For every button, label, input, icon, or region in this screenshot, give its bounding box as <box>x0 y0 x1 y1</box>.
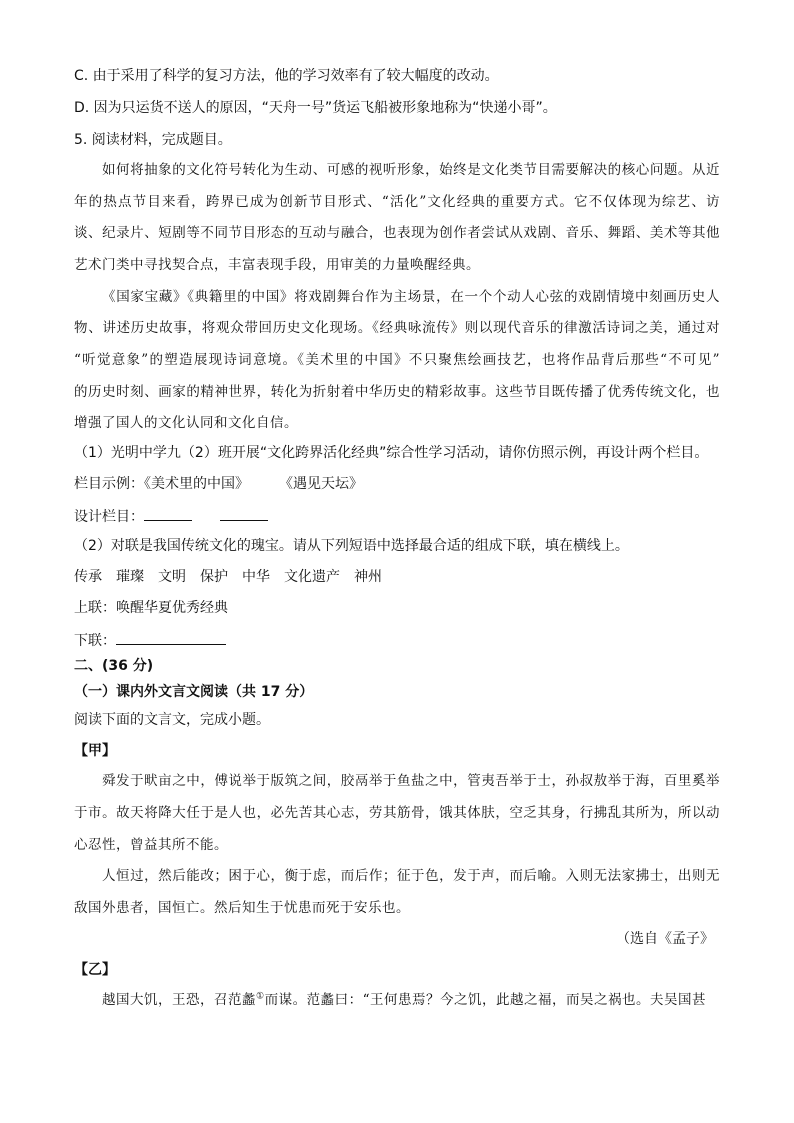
jia-text-line: 于市。故天将降大任于是人也，必先苦其心志，劳其筋骨，饿其体肤，空乏其身，行拂乱其所为，所以动 <box>74 805 720 821</box>
section-title: 二、(36 分) <box>74 658 154 674</box>
option-d: D. 因为只运货不送人的原因，“天舟一号”货运飞船被形象地称为“快递小哥”。 <box>74 100 557 116</box>
material-line: 年的热点节目来看，跨界已成为创新节目形式、“活化”文化经典的重要方式。它不仅体现为综艺、访 <box>74 194 720 210</box>
sub-section-title: （一）课内外文言文阅读（共 17 分） <box>74 684 314 700</box>
example-column-1: 《美术里的中国》 <box>144 476 249 492</box>
phrase: 文明 <box>158 569 186 585</box>
instruction: 阅读下面的文言文，完成小题。 <box>74 712 270 728</box>
yi-text-start: 越国大饥，王恐，召范蠡 <box>102 992 256 1008</box>
answer-blank-2[interactable] <box>220 506 268 521</box>
jia-source: （选自《孟子》 <box>616 931 714 947</box>
phrase: 中华 <box>242 569 270 585</box>
design-label: 设计栏目： <box>74 509 144 525</box>
phrase: 神州 <box>354 569 382 585</box>
phrase: 璀璨 <box>116 569 144 585</box>
lower-couplet <box>74 630 720 651</box>
phrase: 保护 <box>200 569 228 585</box>
upper-label: 上联： <box>74 600 116 616</box>
yi-label: 【乙】 <box>74 962 116 978</box>
example-row <box>74 474 720 494</box>
sub-question-1: （1）光明中学九（2）班开展“文化跨界活化经典”综合性学习活动，请你仿照示例，再设计两个栏目。 <box>74 445 709 461</box>
yi-text-rest: 而谋。范蠡曰：“王何患焉？今之饥，此越之福，而吴之祸也。夫吴国甚 <box>264 992 706 1008</box>
phrase: 传承 <box>74 569 102 585</box>
lower-answer-blank[interactable] <box>116 630 226 645</box>
phrase: 文化遗产 <box>284 569 340 585</box>
example-column-2: 《遇见天坛》 <box>279 476 363 492</box>
answer-blank-1[interactable] <box>144 506 192 521</box>
material-line: 《国家宝藏》《典籍里的中国》将戏剧舞台作为主场景，在一个个动人心弦的戏剧情境中刻画历史人 <box>102 289 720 305</box>
option-c: C. 由于采用了科学的复习方法，他的学习效率有了较大幅度的改动。 <box>74 68 499 84</box>
material-line: “听觉意象”的塑造展现诗词意境。《美术里的中国》不只聚焦绘画技艺，也将作品背后那些“不可见” <box>74 352 720 368</box>
material-line: 如何将抽象的文化符号转化为生动、可感的视听形象，始终是文化类节目需要解决的核心问题。从近 <box>102 162 720 178</box>
jia-label: 【甲】 <box>74 743 116 759</box>
material-line: 的历史时刻、画家的精神世界，转化为折射着中华历史的精彩故事。这些节目既传播了优秀传统文化，也 <box>74 384 720 400</box>
footnote-marker: ① <box>256 991 265 1002</box>
example-label: 栏目示例： <box>74 476 144 492</box>
question-5-stem: 5. 阅读材料，完成题目。 <box>74 132 232 148</box>
jia-text-line: 心忍性，曾益其所不能。 <box>74 837 228 853</box>
material-line: 艺术门类中寻找契合点，丰富表现手段，用审美的力量唤醒经典。 <box>74 257 480 273</box>
upper-couplet <box>74 598 720 618</box>
design-row <box>74 506 720 527</box>
yi-text-line <box>102 990 720 1010</box>
sub-question-2: （2）对联是我国传统文化的瑰宝。请从下列短语中选择最合适的组成下联，填在横线上。 <box>74 538 629 554</box>
jia-text-line: 舜发于畎亩之中，傅说举于版筑之间，胶鬲举于鱼盐之中，管夷吾举于士，孙叔敖举于海，百里奚举 <box>102 773 720 789</box>
lower-label: 下联： <box>74 633 116 649</box>
phrase-list <box>74 567 720 587</box>
jia-text-line: 敌国外患者，国恒亡。然后知生于忧患而死于安乐也。 <box>74 900 410 916</box>
material-line: 物、讲述历史故事，将观众带回历史文化现场。《经典咏流传》则以现代音乐的律激活诗词之美，通过对 <box>74 320 720 336</box>
material-line: 增强了国人的文化认同和文化自信。 <box>74 415 298 431</box>
upper-text: 唤醒华夏优秀经典 <box>116 600 228 616</box>
jia-text-line: 人恒过，然后能改；困于心，衡于虑，而后作；征于色，发于声，而后喻。入则无法家拂士，出则无 <box>102 868 720 884</box>
material-line: 谈、纪录片、短剧等不同节目形态的互动与融合，也表现为创作者尝试从戏剧、音乐、舞蹈、美术等其他 <box>74 225 720 241</box>
